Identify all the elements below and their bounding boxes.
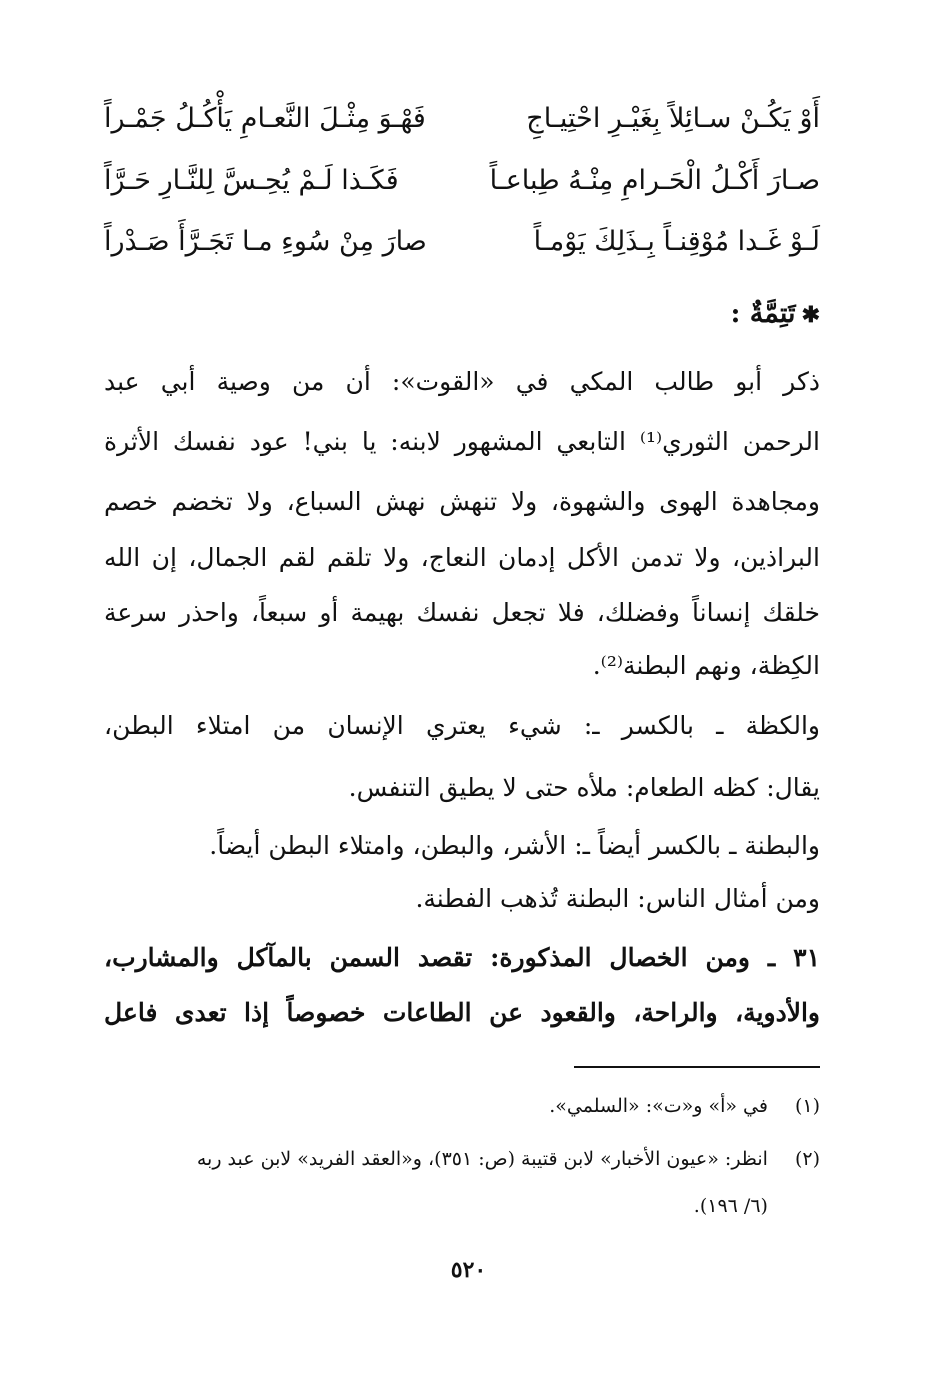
verse-first-hemistich: صـارَ أَكْـلُ الْحَـرامِ مِنْـهُ طِباعـاً [489,164,820,196]
footnote-separator [574,1066,820,1068]
verse-first-hemistich: لَـوْ غَـدا مُوْقِنـاً بِـذَلِكَ يَوْمـاً [533,225,820,257]
footnote-text: في «أ» و«ت»: «السلمي». [549,1095,768,1117]
paragraph-line: والكظة ـ بالكسر ـ: شيء يعتري الإنسان من امتلاء البطن، [104,711,820,740]
page-number: ٥٢٠ [450,1257,487,1283]
verse-second-hemistich: فَهْـوَ مِثْـلَ النَّعـامِ يَأْكُـلُ جَمْـراً [104,102,426,134]
asterisk-icon: ✱ [801,302,820,328]
footnote [549,1086,820,1126]
numbered-item-line: والأدوية، والراحة، والقعود عن الطاعات خصوصاً إذا تعدى فاعل [104,998,820,1027]
verse-second-hemistich: صارَ مِنْ سُوءِ مـا تَجَـرَّأَ صَـدْراً [104,225,427,257]
section-heading-text: تَتِمَّةٌ : [730,298,796,329]
footnote [197,1139,820,1179]
numbered-item-line: ٣١ ـ ومن الخصال المذكورة: تقصد السمن بالمآكل والمشارب، [104,943,820,972]
paragraph-line: الرحمن الثوري⁽¹⁾ التابعي المشهور لابنه: يا بني! عود نفسك الأثرة [104,427,820,456]
paragraph-line: خلقك إنساناً وفضلك، فلا تجعل نفسك بهيمة أو سبعاً، واحذر سرعة [104,598,820,627]
footnote-text: انظر: «عيون الأخبار» لابن قتيبة (ص: ٣٥١)، و«العقد الفريد» لابن عبد ربه [196,1148,768,1170]
footnote-number: (١) [794,1095,820,1117]
paragraph-line: يقال: كظه الطعام: ملأه حتى لا يطيق التنفس. [348,773,820,802]
verse-line [104,155,820,205]
paragraph-line: ومجاهدة الهوى والشهوة، ولا تنهش نهش السباع، ولا تخضم خصم [104,487,820,516]
footnote-number: (٢) [794,1148,820,1170]
section-heading [730,298,820,329]
verse-second-hemistich: فَكَـذا لَـمْ يُحِـسَّ لِلنَّـارِ حَـرَّاً [104,164,399,196]
verse-line [104,93,820,143]
paragraph-line: ذكر أبو طالب المكي في «القوت»: أن من وصية أبي عبد [104,367,820,396]
footnote-text: (٦/ ١٩٦). [693,1195,768,1217]
footnote-continuation [694,1186,820,1226]
paragraph-line: ومن أمثال الناس: البطنة تُذهب الفطنة. [415,884,820,913]
paragraph-line: والبطنة ـ بالكسر أيضاً ـ: الأشر، والبطن، وامتلاء البطن أيضاً. [209,831,820,860]
paragraph-line: الكِظة، ونهم البطنة⁽²⁾. [592,651,820,680]
paragraph-line: البراذين، ولا تدمن الأكل إدمان النعاج، ولا تلقم لقم الجمال، إن الله [104,543,820,572]
verse-first-hemistich: أَوْ يَكُـنْ سـائِلاً بِغَيْـرِ احْتِيـاجِ [526,102,820,134]
verse-line [104,216,820,266]
